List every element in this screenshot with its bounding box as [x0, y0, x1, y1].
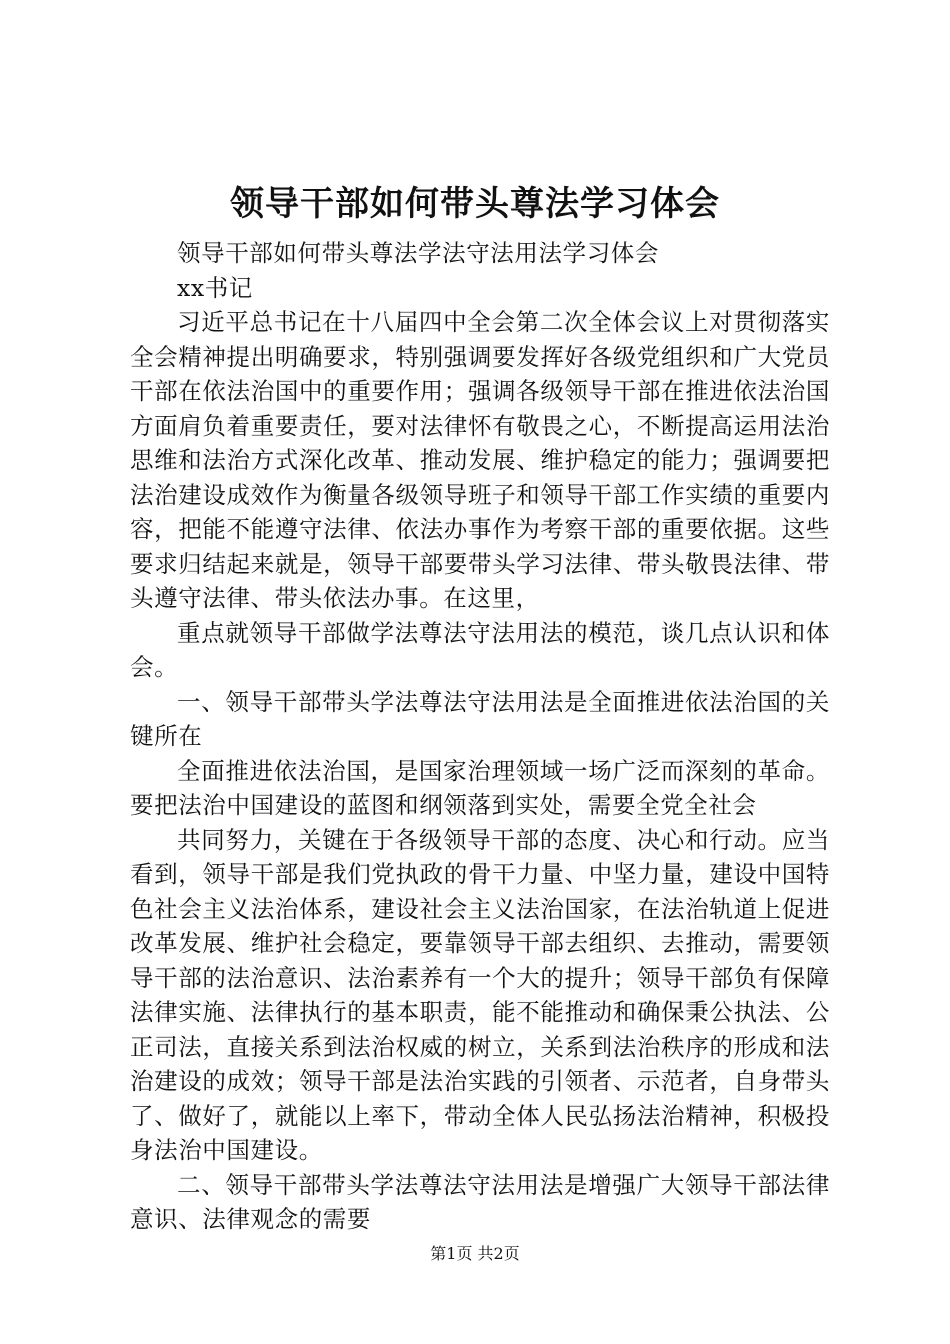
- body-paragraph: 全面推进依法治国，是国家治理领域一场广泛而深刻的革命。要把法治中国建设的蓝图和纲领落到实处，需要全党全社会: [130, 756, 830, 819]
- body-paragraph: 共同努力，关键在于各级领导干部的态度、决心和行动。应当看到，领导干部是我们党执政的骨干力量、中坚力量，建设中国特色社会主义法治体系，建设社会主义法治国家，在法治轨道上促进改革发展、维护社会稳定，要靠领导干部去组织、去推动，需要领导干部的法治意识、法治素养有一个大的提升；领导干部负有保障法律实施、法律执行的基本职责，能不能推动和确保秉公执法、公正司法，直接关系到法治权威的树立，关系到法治秩序的形成和法治建设的成效；领导干部是法治实践的引领者、示范者，自身带头了、做好了，就能以上率下，带动全体人民弘扬法治精神，积极投身法治中国建设。: [130, 825, 830, 1164]
- subtitle-paragraph: 领导干部如何带头尊法学法守法用法学习体会: [177, 239, 659, 267]
- body-paragraph: 重点就领导干部做学法尊法守法用法的模范，谈几点认识和体会。: [130, 618, 830, 681]
- body-paragraph: 习近平总书记在十八届四中全会第二次全体会议上对贯彻落实全会精神提出明确要求，特别强调要发挥好各级党组织和广大党员干部在依法治国中的重要作用；强调各级领导干部在推进依法治国方面肩负着重要责任，要对法律怀有敬畏之心，不断提高运用法治思维和法治方式深化改革、推动发展、维护稳定的能力；强调要把法治建设成效作为衡量各级领导班子和领导干部工作实绩的重要内容，把能不能遵守法律、依法办事作为考察干部的重要依据。这些要求归结起来就是，领导干部要带头学习法律、带头敬畏法律、带头遵守法律、带头依法办事。在这里，: [130, 308, 830, 612]
- document-body: [130, 236, 830, 1237]
- document-title: 领导干部如何带头尊法学习体会: [230, 184, 720, 224]
- page-footer: 第1页 共2页: [430, 1244, 520, 1263]
- section-heading-2: 二、领导干部带头学法尊法守法用法是增强广大领导干部法律意识、法律观念的需要: [130, 1170, 830, 1233]
- section-heading-1: 一、领导干部带头学法尊法守法用法是全面推进依法治国的关键所在: [130, 687, 830, 750]
- author-paragraph: xx书记: [177, 273, 253, 302]
